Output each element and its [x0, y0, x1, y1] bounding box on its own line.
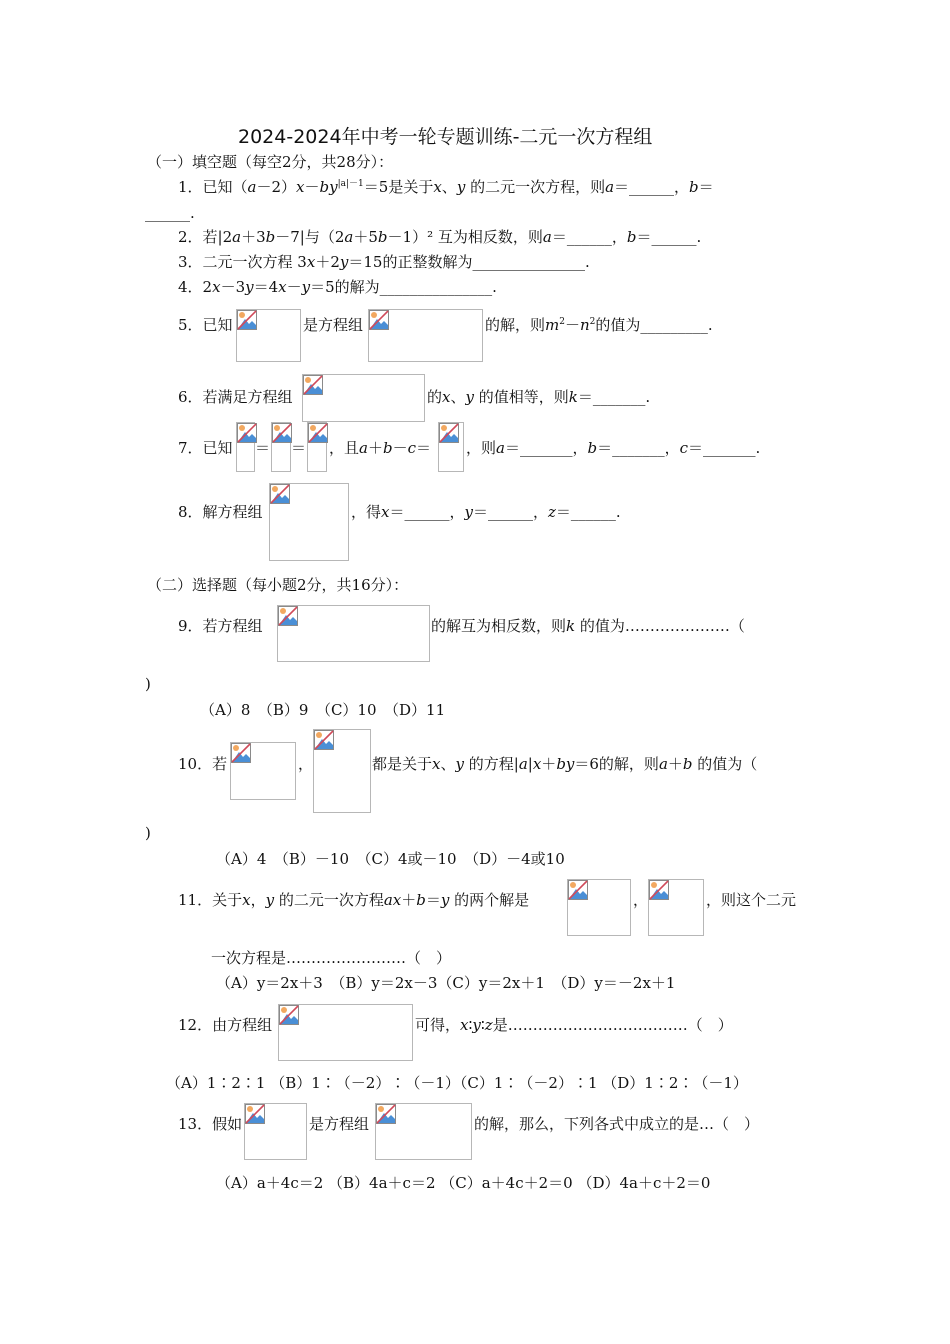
question-5-tail: 的解，则$m^2-n^2$的值为_________.: [485, 316, 713, 334]
question-8-lead: 8．解方程组: [178, 503, 263, 521]
formula-image-placeholder: [375, 1103, 472, 1160]
equals-sign: ＝: [291, 439, 307, 457]
formula-image-placeholder: [567, 879, 631, 936]
broken-image-icon: [303, 375, 323, 395]
formula-image-placeholder: [269, 483, 349, 561]
question-11-tail: ，则这个二元: [706, 891, 797, 909]
comma: ，: [633, 891, 649, 909]
broken-image-icon: [649, 880, 669, 900]
question-13-options: （A）a＋4c＝2 （B）4a＋c＝2 （C）a＋4c＋2＝0 （D）4a＋c＋2＝0: [216, 1174, 711, 1192]
question-12-tail: 可得，x∶y∶z是………………………………（ ）: [415, 1016, 733, 1034]
broken-image-icon: [278, 606, 298, 626]
section-heading-fill-in: （一）填空题（每空2分，共28分）：: [147, 153, 394, 171]
broken-image-icon: [308, 423, 328, 443]
question-12-options: （A）1∶2∶1 （B）1∶（－2）∶（－1）（C）1∶（－2）∶1 （D）1∶2∶（－1）: [166, 1074, 748, 1092]
question-1-continued: ______.: [145, 204, 195, 222]
formula-image-placeholder: [236, 309, 301, 362]
question-9-options: （A）8 （B）9 （C）10 （D）11: [200, 701, 446, 719]
broken-image-icon: [270, 484, 290, 504]
question-10-tail: 都是关于x、y 的方程|a|x＋by＝6的解，则a＋b 的值为（: [372, 755, 758, 773]
question-11-lead: 11．关于x，y 的二元一次方程ax＋b＝y 的两个解是: [178, 891, 530, 909]
broken-image-icon: [279, 1005, 299, 1025]
formula-image-placeholder: [277, 605, 430, 662]
question-4: 4．2x－3y＝4x－y＝5的解为_______________.: [178, 278, 497, 296]
formula-image-placeholder: [236, 422, 255, 472]
question-9-lead: 9．若方程组: [178, 617, 263, 635]
question-10-close-paren: ): [145, 824, 151, 842]
formula-image-placeholder: [313, 729, 371, 813]
formula-image-placeholder: [230, 742, 296, 800]
question-3: 3．二元一次方程 3x＋2y＝15的正整数解为_______________.: [178, 253, 590, 271]
question-1: 1．已知$(a-2)x-by^{|a|-1}=5$是关于x、y 的二元一次方程，则a＝______，b＝: [178, 178, 714, 196]
question-5-mid: 是方程组: [303, 316, 364, 334]
broken-image-icon: [231, 743, 251, 763]
broken-image-icon: [314, 730, 334, 750]
question-10-options: （A）4 （B）－10 （C）4或－10 （D）－4或10: [216, 850, 565, 868]
formula-image-placeholder: [244, 1103, 307, 1160]
formula-image-placeholder: [368, 309, 483, 362]
formula-image-placeholder: [648, 879, 704, 936]
broken-image-icon: [568, 880, 588, 900]
question-7-mid: ，且a＋b－c＝: [329, 439, 432, 457]
section-heading-multiple-choice: （二）选择题（每小题2分，共16分）：: [147, 576, 409, 594]
question-6-tail: 的x、y 的值相等，则k＝_______.: [427, 388, 651, 406]
question-7-lead: 7．已知: [178, 439, 233, 457]
broken-image-icon: [439, 423, 459, 443]
question-9-close-paren: ): [145, 675, 151, 693]
question-12-lead: 12．由方程组: [178, 1016, 273, 1034]
formula-image-placeholder: [302, 374, 425, 422]
question-5-lead: 5．已知: [178, 316, 233, 334]
broken-image-icon: [237, 310, 257, 330]
formula-image-placeholder: [278, 1004, 413, 1061]
broken-image-icon: [376, 1104, 396, 1124]
question-9-tail: 的解互为相反数，则k 的值为…………………（: [431, 617, 745, 635]
question-7-tail: ，则a＝_______，b＝_______，c＝_______.: [466, 439, 761, 457]
formula-image-placeholder: [438, 422, 464, 472]
question-13-tail: 的解，那么，下列各式中成立的是…（ ）: [474, 1115, 760, 1133]
formula-image-placeholder: [271, 422, 291, 472]
question-8-tail: ，得x＝______，y＝______，z＝______.: [351, 503, 621, 521]
equals-sign: ＝: [255, 439, 271, 457]
broken-image-icon: [237, 423, 257, 443]
broken-image-icon: [272, 423, 292, 443]
broken-image-icon: [245, 1104, 265, 1124]
comma: ，: [298, 755, 314, 773]
question-11-options: （A）y＝2x＋3 （B）y＝2x－3（C）y＝2x＋1 （D）y＝－2x＋1: [216, 974, 676, 992]
question-13-lead: 13．假如: [178, 1115, 243, 1133]
formula-image-placeholder: [307, 422, 327, 472]
question-11-continued: 一次方程是……………………（ ）: [211, 949, 452, 967]
question-13-mid: 是方程组: [309, 1115, 370, 1133]
question-6-lead: 6．若满足方程组: [178, 388, 293, 406]
page-title: 2024-2024年中考一轮专题训练-二元一次方程组: [238, 126, 653, 148]
question-2: 2．若|2a＋3b－7|与（2a＋5b－1）² 互为相反数，则a＝______，b＝______.: [178, 228, 702, 246]
broken-image-icon: [369, 310, 389, 330]
question-10-lead: 10．若: [178, 755, 228, 773]
